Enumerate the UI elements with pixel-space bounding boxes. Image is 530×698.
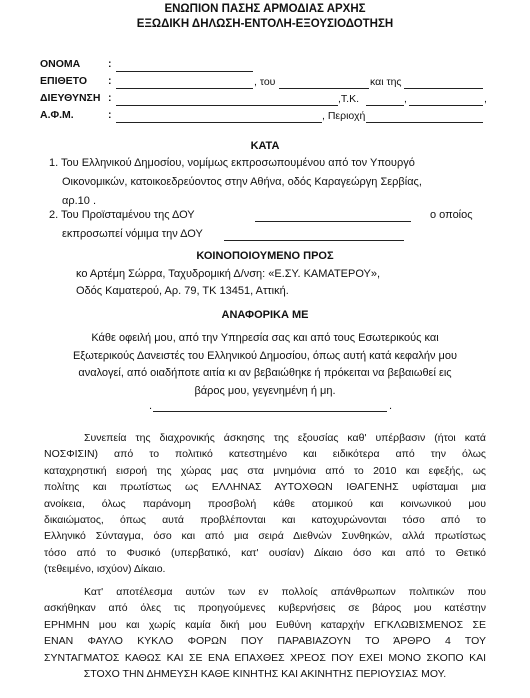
field-region[interactable]: [366, 122, 483, 123]
body-p2-line-6: ΣΤΟΧΟ ΤΗΝ ΔΗΜΕΥΣΗ ΚΑΘΕ ΚΙΝΗΤΗΣ ΚΑΙ ΑΚΙΝΗΤΗΣ ΠΕΡΙΟΥΣΙΑΣ ΜΟΥ.: [83, 668, 447, 681]
colon-onoma: :: [108, 58, 112, 70]
kata-item-1-line-1: 1. Του Ελληνικού Δημοσίου, νομίμως εκπροσωπουμένου από τον Υπουργό: [49, 157, 415, 169]
anaforika-line-2: Εξωτερικούς Δανειστές του Ελληνικού Δημοσίου, όπως αυτή κατά κεφαλήν μου: [72, 349, 458, 362]
kata-item-2-end: ο οποίος: [430, 209, 473, 221]
label-periochi: , Περιοχή: [322, 110, 366, 122]
body-p1-line-3: καταχρηστική εισροή της χώρας μας στα μνημόνια από το 2010 και εφεξής, ως: [44, 464, 486, 477]
field-address[interactable]: [116, 105, 338, 106]
label-tou: , του: [254, 76, 276, 88]
body-p1-line-6: δικαιώματος, όπως αυτά προβλέπονται και κατοχυρώνονται τόσο από το: [44, 514, 486, 527]
body-p1-line-4: πολίτης και πρωτίστως ως ΕΛΛΗΝΑΣ ΑΥΤΟΧΘΩΝ ΙΘΑΓΕΝΗΣ υφίσταμαι μια: [44, 481, 486, 494]
body-p2-line-5: ΣΥΝΤΑΓΜΑΤΟΣ ΚΑΘΩΣ ΚΑΙ ΣΕ ΕΝΑ ΕΠΑΧΘΕΣ ΧΡΕΟΣ ΠΟΥ ΕΧΕΙ ΜΟΝΟ ΣΚΟΠΟ ΚΑΙ: [44, 651, 486, 664]
separator-dot-right: .: [389, 400, 393, 412]
field-postal-code[interactable]: [366, 105, 404, 106]
body-p2-line-4: ΕΝΑΝ ΦΑΥΛΟ ΚΥΚΛΟ ΦΟΡΩΝ ΠΟΥ ΠΑΡΑΒΙΑΖΟΥΝ ΤΟ ΆΡΘΡΟ 4 ΤΟΥ: [44, 635, 486, 648]
comma-end: ,: [484, 93, 487, 105]
kata-item-1: [49, 157, 489, 208]
field-doy-name[interactable]: [255, 221, 411, 222]
koinopoioumeno-title: ΚΟΙΝΟΠΟΙΟΥΜΕΝΟ ΠΡΟΣ: [196, 250, 334, 262]
label-tk: ,Τ.Κ.: [338, 93, 360, 105]
body-p2-line-3: ΕΡΗΜΗΝ μου και χωρίς καμία δική μου Ευθύνη καταρχήν ΕΓΚΛΩΒΙΣΜΕΝΟΣ ΣΕ: [44, 618, 486, 631]
field-epitheto[interactable]: [116, 88, 253, 89]
body-p1-line-1: Συνεπεία της διαχρονικής άσκησης της εξουσίας καθ' υπέρβασιν (ήτοι κατά: [84, 432, 486, 444]
anaforika-line-4: βάρος μου, γεγενημένη ή μη.: [194, 384, 336, 397]
colon-afm: :: [108, 109, 112, 121]
document-title: ΕΞΩΔΙΚΗ ΔΗΛΩΣΗ-ΕΝΤΟΛΗ-ΕΞΟΥΣΙΟΔΟΤΗΣΗ: [136, 18, 394, 30]
body-p1-line-8: τόσο από το Φυσικό (υπερβατικό, κατ' ουσίαν) Δίκαιο όσο και από το Θετικό: [44, 546, 486, 559]
field-onoma[interactable]: [116, 71, 253, 72]
anaforika-text: [0, 330, 530, 400]
label-kai-tis: και της: [370, 76, 402, 88]
field-afm[interactable]: [116, 122, 322, 123]
header-line-1: ΕΝΩΠΙΟΝ ΠΑΣΗΣ ΑΡΜΟΔΙΑΣ ΑΡΧΗΣ: [164, 3, 366, 15]
koinopoioumeno-line-2: Οδός Καματερού, Αρ. 79, ΤΚ 13451, Αττική.: [76, 285, 289, 297]
anaforika-title: ΑΝΑΦΟΡΙΚΑ ΜΕ: [221, 309, 309, 321]
body-paragraph-1: [44, 430, 486, 578]
anaforika-line-1: Κάθε οφειλή μου, από την Υπηρεσία σας και από τους Εσωτερικούς και: [91, 332, 439, 344]
label-epitheto: ΕΠΙΘΕΤΟ: [40, 75, 88, 87]
kata-item-1-line-2: Οικονομικών, κατοικοεδρεύοντος στην Αθήνα, οδός Καραγεώργη Σερβίας,: [62, 176, 422, 188]
body-p1-line-9: (τεθειμένο, ισχύον) Δίκαιο.: [44, 563, 166, 576]
body-p1-line-2: ΝΟΣΦΙΣΙΝ) από το πολιτικό κατεστημένο και ειδικότερα από την όλως: [44, 448, 486, 461]
label-afm: Α.Φ.Μ.: [40, 109, 74, 121]
field-city[interactable]: [409, 105, 483, 106]
field-mother-name[interactable]: [404, 88, 483, 89]
colon-epitheto: :: [108, 75, 112, 87]
separator-line: [153, 411, 387, 412]
kata-title: ΚΑΤΑ: [250, 140, 280, 152]
body-p2-line-2: ασκήθηκαν από όλες τις προηγούμενες κυβερνήσεις σε βάρος μου κατέστην: [44, 602, 486, 615]
comma-tk: ,: [404, 93, 407, 105]
label-onoma: ΟΝΟΜΑ: [40, 58, 81, 70]
field-father-name[interactable]: [279, 88, 369, 89]
colon-dieuthinsi: :: [108, 92, 112, 104]
body-p2-line-1: Κατ' αποτέλεσμα αυτών των εν πολλοίς απάνθρωπων πολιτικών που: [84, 586, 486, 598]
koinopoioumeno-line-1: κο Αρτέμη Σώρρα, Ταχυδρομική Δ/νση: «Ε.ΣΥ. ΚΑΜΑΤΕΡΟΥ»,: [76, 268, 381, 280]
separator-dot-left: .: [149, 400, 153, 412]
body-p1-line-7: Ελληνικό Σύνταγμα, όσο και από μια σειρά Διεθνών Συνθηκών, αλλά πρωτίστως: [44, 530, 486, 543]
kata-item-2-start: 2. Του Προϊσταμένου της ΔΟΥ: [49, 209, 195, 221]
kata-item-2-line-2: εκπροσωπεί νόμιμα την ΔΟΥ: [62, 228, 203, 240]
field-doy-representative[interactable]: [224, 240, 404, 241]
anaforika-line-3: αναλογεί, από οιαδήποτε αιτία κι αν βεβαιώθηκε ή πρόκειται να βεβαιωθεί εις: [78, 367, 452, 379]
kata-item-1-line-3: αρ.10 .: [62, 195, 97, 207]
body-paragraph-2: [44, 584, 486, 682]
body-p1-line-5: ανοίκεια, όλως παράνομη προσβολή κάθε ατομικού και κοινωνικού μου: [44, 497, 486, 510]
label-dieuthinsi: ΔΙΕΥΘΥΝΣΗ: [40, 92, 101, 104]
